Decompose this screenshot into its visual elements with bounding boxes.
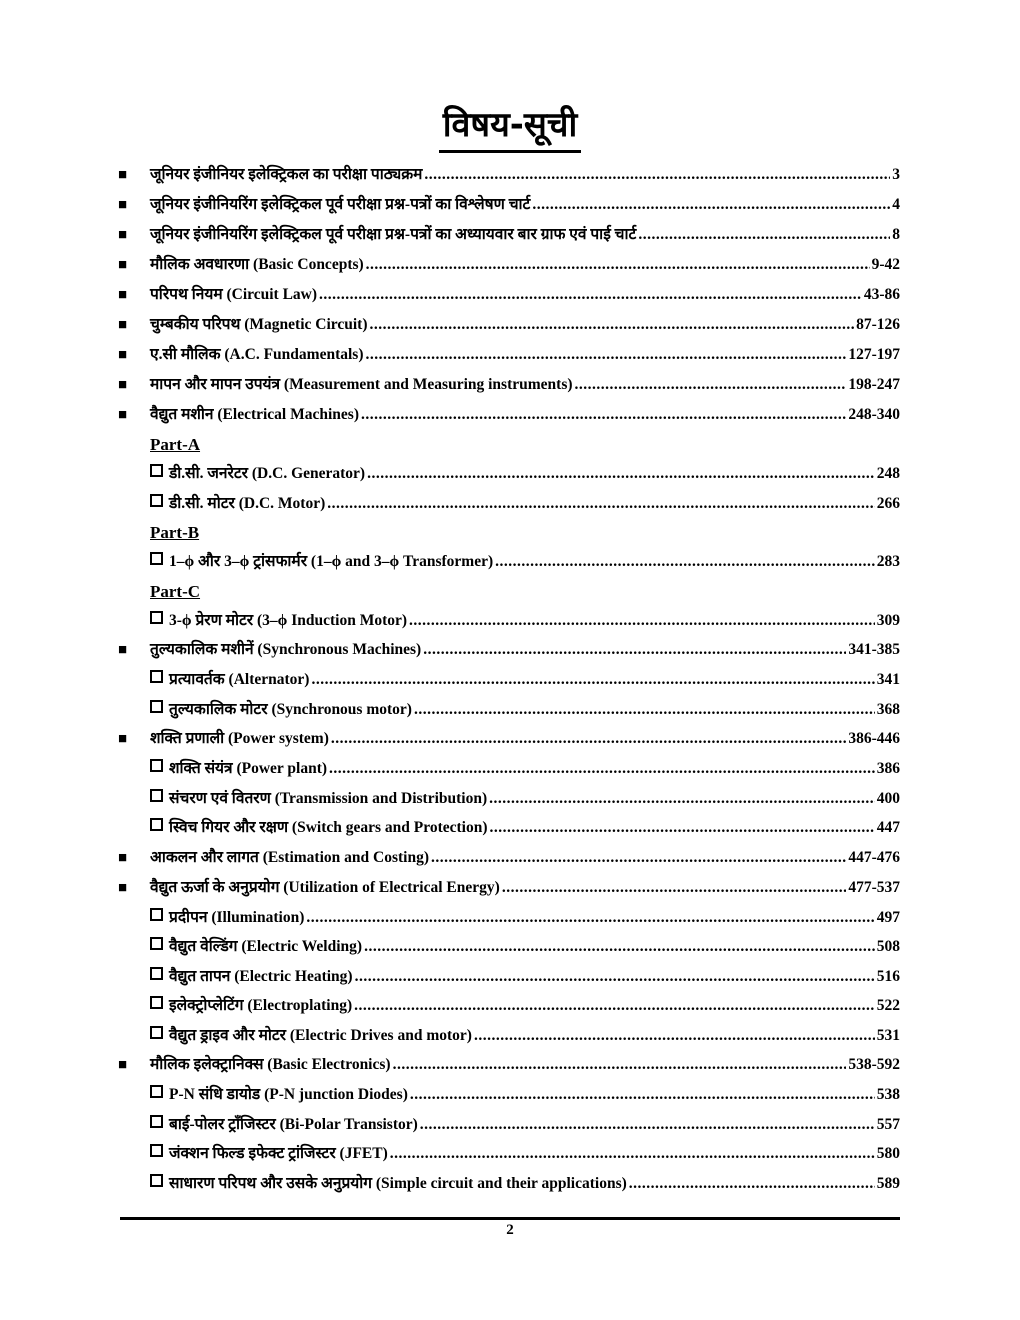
- hollow-square-bullet-icon: [150, 996, 163, 1009]
- toc-entry: [118, 1050, 900, 1080]
- hollow-square-bullet-icon: [150, 1115, 163, 1128]
- entry-label: स्विच गियर और रक्षण (Switch gears and Protection): [169, 819, 488, 836]
- entry-page: 341-385: [848, 641, 900, 658]
- toc-entry: [118, 280, 900, 310]
- filled-square-bullet-icon: ■: [118, 407, 128, 423]
- toc-subentry: [118, 962, 900, 992]
- hollow-square-bullet-icon: [150, 967, 163, 980]
- dot-leader: [311, 665, 874, 695]
- dot-leader: [327, 489, 875, 519]
- entry-page: 400: [876, 789, 900, 807]
- toc-subentry: [118, 1169, 900, 1199]
- dot-leader: [489, 784, 875, 814]
- toc-subentry: [118, 813, 900, 843]
- entry-label: शक्ति प्रणाली (Power system): [150, 730, 329, 747]
- toc-subentry: [118, 459, 900, 489]
- toc-entry: [118, 400, 900, 430]
- toc-subentry: [118, 784, 900, 814]
- toc-subentry: [118, 1021, 900, 1051]
- hollow-square-bullet-icon: [150, 908, 163, 921]
- toc-entry: [118, 873, 900, 903]
- toc-entry: [118, 843, 900, 873]
- footer-rule: [120, 1217, 900, 1220]
- page-title: [0, 100, 1020, 153]
- entry-page: 497: [876, 908, 900, 926]
- hollow-square-bullet-icon: [150, 1144, 163, 1157]
- entry-label: मौलिक इलेक्ट्रानिक्स (Basic Electronics): [150, 1056, 391, 1073]
- toc-subentry: [118, 606, 900, 636]
- hollow-square-bullet-icon: [150, 670, 163, 683]
- dot-leader: [424, 160, 890, 190]
- dot-leader: [532, 190, 890, 220]
- toc-subentry: [118, 1139, 900, 1169]
- hollow-square-bullet-icon: [150, 464, 163, 477]
- dot-leader: [390, 1139, 875, 1169]
- entry-label: प्रत्यावर्तक (Alternator): [169, 671, 310, 688]
- hollow-square-bullet-icon: [150, 789, 163, 802]
- dot-leader: [329, 754, 875, 784]
- entry-page: 531: [876, 1026, 900, 1044]
- entry-page: 43-86: [863, 286, 900, 303]
- filled-square-bullet-icon: ■: [118, 227, 128, 243]
- entry-page: 522: [876, 997, 900, 1014]
- dot-leader: [575, 370, 847, 400]
- entry-page: 386-446: [848, 730, 900, 747]
- dot-leader: [420, 1110, 875, 1140]
- dot-leader: [393, 1050, 847, 1080]
- hollow-square-bullet-icon: [150, 552, 163, 565]
- entry-label: वैद्युत मशीन (Electrical Machines): [150, 406, 359, 423]
- entry-label: वैद्युत तापन (Electric Heating): [169, 967, 353, 985]
- page-title-text: विषय-सूची: [439, 100, 582, 153]
- toc-entry: [118, 310, 900, 340]
- entry-page: 386: [876, 760, 900, 777]
- entry-label: तुल्यकालिक मोटर (Synchronous motor): [169, 700, 412, 718]
- hollow-square-bullet-icon: [150, 700, 163, 713]
- hollow-square-bullet-icon: [150, 1026, 163, 1039]
- toc-subentry: [118, 903, 900, 933]
- filled-square-bullet-icon: ■: [118, 642, 128, 658]
- dot-leader: [361, 400, 846, 430]
- toc-entry: [118, 724, 900, 754]
- filled-square-bullet-icon: ■: [118, 377, 128, 393]
- entry-page: 447-476: [848, 848, 900, 866]
- entry-page: 248-340: [848, 406, 900, 423]
- entry-label: जूनियर इंजीनियरिंग इलेक्ट्रिकल पूर्व परीक्षा प्रश्न-पत्रों का अध्यायवार बार ग्राफ एवं पाई चार्ट: [150, 226, 637, 243]
- hollow-square-bullet-icon: [150, 611, 163, 624]
- entry-page: 309: [876, 611, 900, 629]
- filled-square-bullet-icon: ■: [118, 167, 128, 183]
- entry-label: वैद्युत ड्राइव और मोटर (Electric Drives and motor): [169, 1026, 472, 1044]
- entry-page: 516: [876, 967, 900, 985]
- toc-entry: [118, 190, 900, 220]
- entry-label: मापन और मापन उपयंत्र (Measurement and Measuring instruments): [150, 376, 573, 393]
- entry-page: 248: [876, 465, 900, 482]
- entry-label: जंक्शन फिल्ड इफेक्ट ट्रांजिस्टर (JFET): [169, 1145, 388, 1162]
- dot-leader: [306, 903, 874, 933]
- dot-leader: [502, 873, 847, 903]
- entry-label: डी.सी. मोटर (D.C. Motor): [169, 494, 326, 512]
- entry-label: डी.सी. जनरेटर (D.C. Generator): [169, 465, 366, 482]
- part-heading: Part-B: [150, 523, 200, 542]
- dot-leader: [423, 635, 846, 665]
- entry-label: संचरण एवं वितरण (Transmission and Distribution): [169, 789, 488, 807]
- filled-square-bullet-icon: ■: [118, 317, 128, 333]
- filled-square-bullet-icon: ■: [118, 849, 128, 866]
- page-number: 2: [506, 1222, 514, 1238]
- entry-page: 9-42: [871, 256, 900, 273]
- toc-subentry: [118, 932, 900, 962]
- dot-leader: [370, 310, 855, 340]
- entry-label: चुम्बकीय परिपथ (Magnetic Circuit): [150, 316, 368, 333]
- filled-square-bullet-icon: ■: [118, 1057, 128, 1073]
- entry-page: 198-247: [848, 376, 900, 393]
- entry-label: ए.सी मौलिक (A.C. Fundamentals): [150, 346, 364, 363]
- toc-entry: [118, 340, 900, 370]
- entry-label: 1–ϕ और 3–ϕ ट्रांसफार्मर (1–ϕ and 3–ϕ Transformer): [169, 553, 494, 570]
- dot-leader: [355, 962, 875, 992]
- filled-square-bullet-icon: ■: [118, 287, 128, 303]
- dot-leader: [431, 843, 846, 873]
- dot-leader: [490, 813, 875, 843]
- entry-page: 87-126: [856, 316, 900, 333]
- toc-entry: [118, 370, 900, 400]
- part-heading: Part-C: [150, 581, 201, 601]
- part-heading: Part-A: [150, 435, 201, 454]
- hollow-square-bullet-icon: [150, 1174, 163, 1187]
- dot-leader: [354, 991, 875, 1021]
- filled-square-bullet-icon: ■: [118, 257, 128, 273]
- dot-leader: [495, 547, 875, 577]
- entry-label: साधारण परिपथ और उसके अनुप्रयोग (Simple circuit and their applications): [169, 1174, 627, 1192]
- toc-subentry: [118, 665, 900, 695]
- entry-label: आकलन और लागत (Estimation and Costing): [150, 848, 429, 866]
- entry-page: 266: [876, 494, 900, 512]
- hollow-square-bullet-icon: [150, 759, 163, 772]
- toc-subentry: [118, 1080, 900, 1110]
- dot-leader: [474, 1021, 875, 1051]
- toc-subentry: [118, 695, 900, 725]
- filled-square-bullet-icon: ■: [118, 197, 128, 213]
- dot-leader: [319, 280, 862, 310]
- hollow-square-bullet-icon: [150, 937, 163, 950]
- entry-label: वैद्युत वेल्डिंग (Electric Welding): [169, 938, 363, 955]
- entry-page: 447: [876, 819, 900, 836]
- toc-entry: [118, 220, 900, 250]
- dot-leader: [629, 1169, 875, 1199]
- entry-page: 368: [876, 700, 900, 718]
- entry-label: तुल्यकालिक मशीनें (Synchronous Machines): [150, 641, 422, 658]
- entry-label: बाई-पोलर ट्राँजिस्टर (Bi-Polar Transistor): [169, 1115, 418, 1133]
- dot-leader: [410, 1080, 875, 1110]
- dot-leader: [331, 724, 846, 754]
- entry-label: प्रदीपन (Illumination): [169, 908, 305, 926]
- dot-leader: [366, 250, 870, 280]
- dot-leader: [364, 932, 875, 962]
- entry-label: मौलिक अवधारणा (Basic Concepts): [150, 256, 364, 273]
- hollow-square-bullet-icon: [150, 494, 163, 507]
- dot-leader: [414, 695, 875, 725]
- entry-label: जूनियर इंजीनियरिंग इलेक्ट्रिकल पूर्व परीक्षा प्रश्न-पत्रों का विश्लेषण चार्ट: [150, 196, 531, 213]
- entry-page: 538: [876, 1086, 900, 1103]
- entry-page: 477-537: [848, 878, 900, 896]
- filled-square-bullet-icon: ■: [118, 879, 128, 896]
- entry-label: इलेक्ट्रोप्लेटिंग (Electroplating): [169, 997, 353, 1014]
- hollow-square-bullet-icon: [150, 1085, 163, 1098]
- table-of-contents: [118, 160, 900, 1198]
- toc-subentry: [118, 547, 900, 577]
- toc-entry: [118, 250, 900, 280]
- entry-page: 4: [892, 196, 900, 213]
- entry-label: 3-ϕ प्रेरण मोटर (3–ϕ Induction Motor): [169, 611, 408, 629]
- entry-label: परिपथ नियम (Circuit Law): [150, 286, 318, 303]
- filled-square-bullet-icon: ■: [118, 731, 128, 747]
- entry-page: 589: [876, 1174, 900, 1192]
- entry-page: 557: [876, 1115, 900, 1133]
- entry-page: 3: [892, 166, 900, 183]
- toc-subentry: [118, 1110, 900, 1140]
- entry-page: 538-592: [848, 1056, 900, 1073]
- entry-label: शक्ति संयंत्र (Power plant): [169, 760, 328, 777]
- dot-leader: [638, 220, 890, 250]
- hollow-square-bullet-icon: [150, 818, 163, 831]
- entry-page: 580: [876, 1145, 900, 1162]
- toc-subentry: [118, 991, 900, 1021]
- dot-leader: [409, 606, 875, 636]
- entry-page: 283: [876, 553, 900, 570]
- toc-entry: [118, 160, 900, 190]
- entry-label: वैद्युत ऊर्जा के अनुप्रयोग (Utilization of Electrical Energy): [150, 878, 500, 896]
- toc-entry: [118, 635, 900, 665]
- toc-subentry: [118, 754, 900, 784]
- entry-page: 508: [876, 938, 900, 955]
- filled-square-bullet-icon: ■: [118, 347, 128, 363]
- dot-leader: [365, 340, 846, 370]
- entry-page: 127-197: [848, 346, 900, 363]
- entry-label: P-N संधि डायोड (P-N junction Diodes): [169, 1086, 408, 1103]
- toc-subentry: [118, 489, 900, 519]
- dot-leader: [367, 459, 875, 489]
- entry-page: 8: [892, 226, 900, 243]
- entry-page: 341: [876, 671, 900, 688]
- entry-label: जूनियर इंजीनियर इलेक्ट्रिकल का परीक्षा पाठ्यक्रम: [150, 166, 423, 183]
